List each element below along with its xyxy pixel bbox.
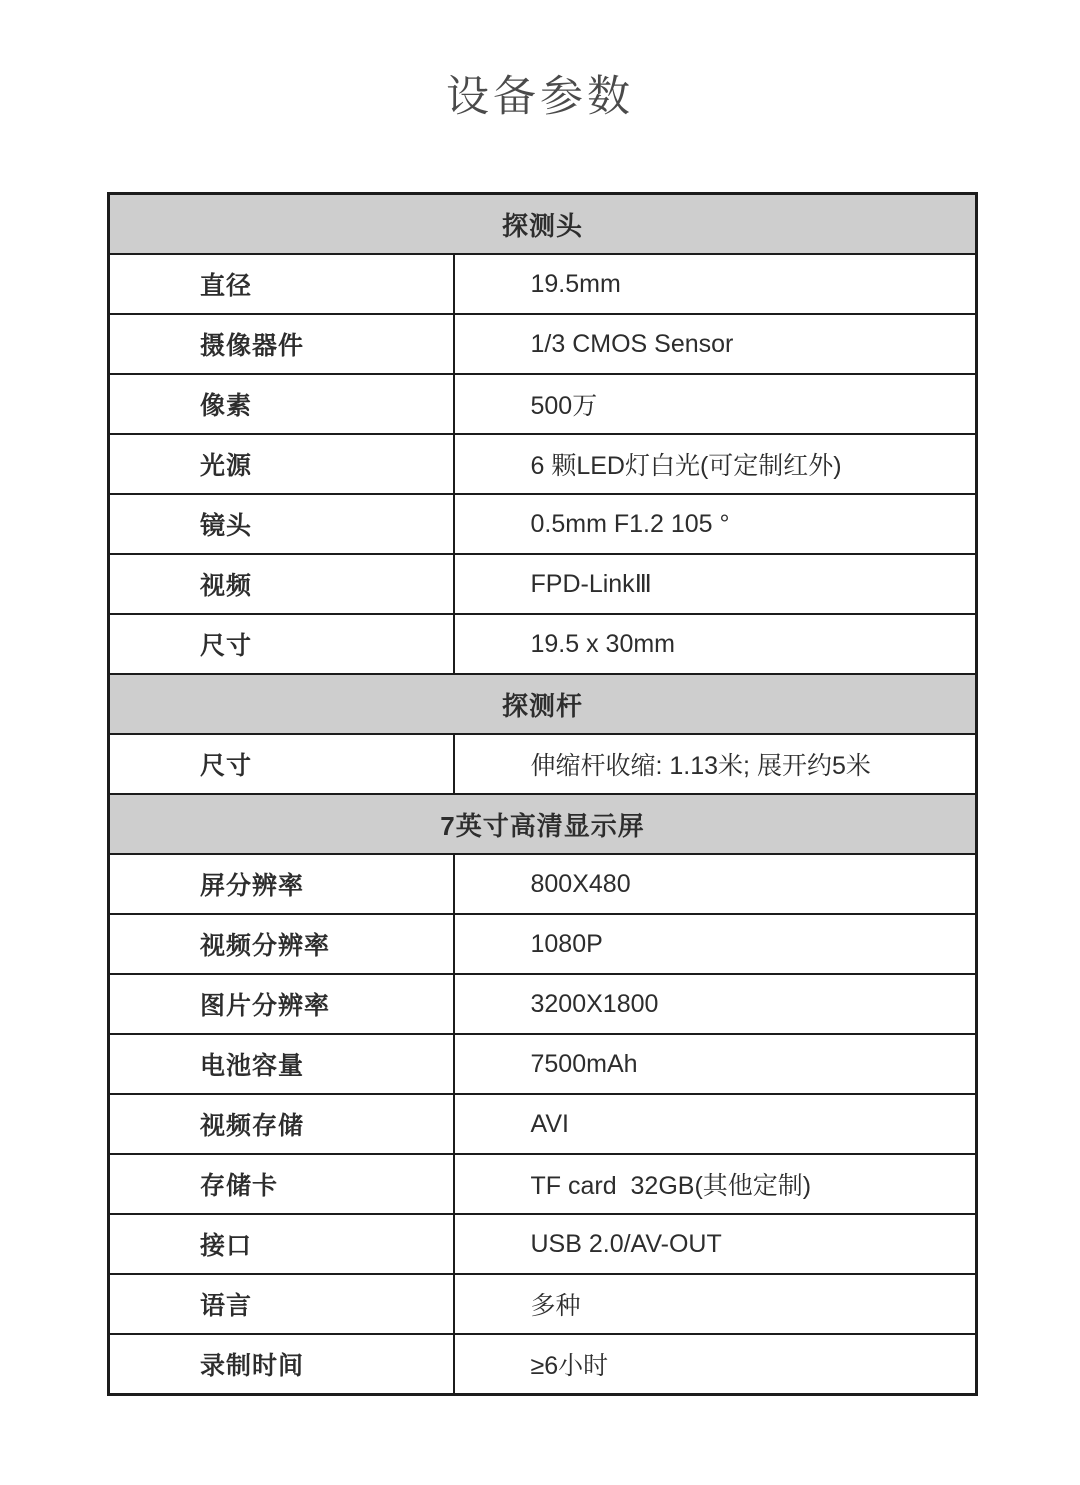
spec-value: 1080P (454, 914, 977, 974)
spec-value: 多种 (454, 1274, 977, 1334)
spec-label: 视频分辨率 (109, 914, 454, 974)
spec-table (107, 192, 978, 1396)
spec-value: 19.5 x 30mm (454, 614, 977, 674)
spec-value: 500万 (454, 374, 977, 434)
spec-label: 视频存储 (109, 1094, 454, 1154)
table-row (109, 1094, 977, 1154)
spec-value: 7500mAh (454, 1034, 977, 1094)
spec-label: 屏分辨率 (109, 854, 454, 914)
page-title: 设备参数 (446, 73, 634, 121)
section-header-display: 7英寸高清显示屏 (109, 794, 977, 854)
table-row (109, 314, 977, 374)
spec-label: 存储卡 (109, 1154, 454, 1214)
spec-value: 6 颗LED灯白光(可定制红外) (454, 434, 977, 494)
spec-value: 800X480 (454, 854, 977, 914)
section-header-row (109, 194, 977, 255)
spec-label: 直径 (109, 254, 454, 314)
section-header-probe-rod: 探测杆 (109, 674, 977, 734)
table-row (109, 914, 977, 974)
section-header-row (109, 794, 977, 854)
spec-label: 光源 (109, 434, 454, 494)
table-row (109, 494, 977, 554)
table-row (109, 1034, 977, 1094)
spec-value: AVI (454, 1094, 977, 1154)
spec-value: 伸缩杆收缩: 1.13米; 展开约5米 (454, 734, 977, 794)
spec-value: 0.5mm F1.2 105 ° (454, 494, 977, 554)
table-row (109, 974, 977, 1034)
spec-value: 3200X1800 (454, 974, 977, 1034)
table-row (109, 554, 977, 614)
table-row (109, 734, 977, 794)
spec-value: USB 2.0/AV-OUT (454, 1214, 977, 1274)
table-row (109, 1274, 977, 1334)
table-row (109, 254, 977, 314)
table-row (109, 1154, 977, 1214)
spec-label: 镜头 (109, 494, 454, 554)
spec-label: 图片分辨率 (109, 974, 454, 1034)
section-header-row (109, 674, 977, 734)
table-row (109, 434, 977, 494)
spec-value: FPD-LinkⅢ (454, 554, 977, 614)
spec-value: TF card 32GB(其他定制) (454, 1154, 977, 1214)
table-row (109, 1334, 977, 1395)
spec-label: 尺寸 (109, 734, 454, 794)
spec-label: 摄像器件 (109, 314, 454, 374)
table-row (109, 1214, 977, 1274)
spec-label: 录制时间 (109, 1334, 454, 1395)
spec-label: 像素 (109, 374, 454, 434)
spec-label: 接口 (109, 1214, 454, 1274)
spec-value: 19.5mm (454, 254, 977, 314)
spec-label: 电池容量 (109, 1034, 454, 1094)
spec-value: ≥6小时 (454, 1334, 977, 1395)
spec-label: 视频 (109, 554, 454, 614)
table-row (109, 614, 977, 674)
section-header-probe-head: 探测头 (109, 194, 977, 255)
spec-label: 尺寸 (109, 614, 454, 674)
spec-value: 1/3 CMOS Sensor (454, 314, 977, 374)
spec-label: 语言 (109, 1274, 454, 1334)
table-row (109, 854, 977, 914)
table-row (109, 374, 977, 434)
